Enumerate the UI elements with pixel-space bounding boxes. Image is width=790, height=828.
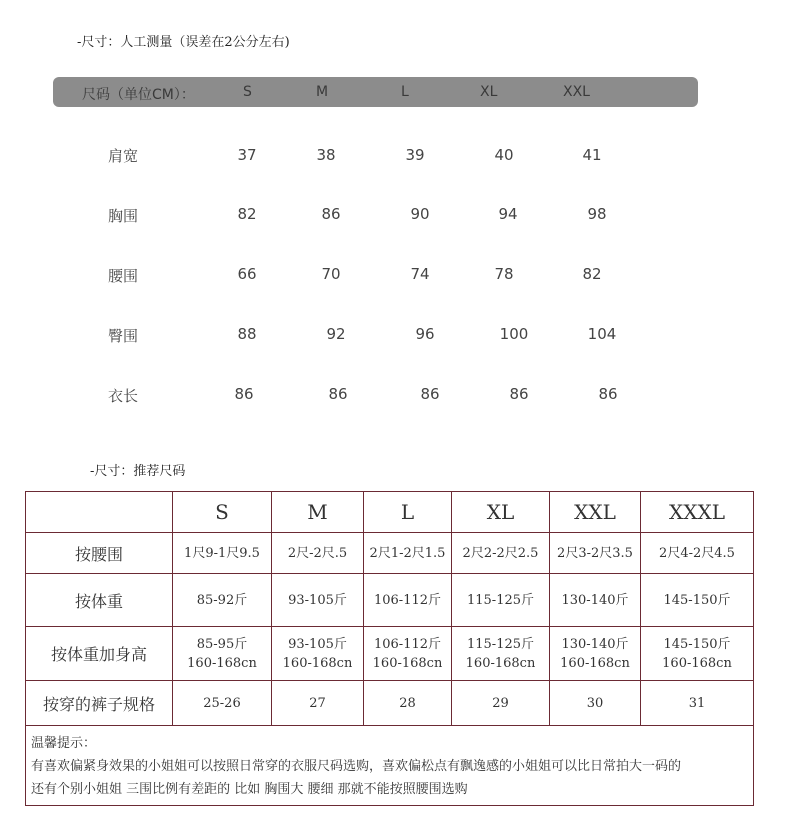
cell-waist-xl: 78	[494, 265, 514, 283]
col-size-xxl: XXL	[550, 492, 641, 533]
size-header-s: S	[243, 84, 252, 100]
col-size-l: L	[364, 492, 452, 533]
height-range: 160-168cn	[560, 655, 630, 671]
row-label-waist: 腰围	[108, 267, 139, 285]
row-label-by-weight: 按体重	[26, 574, 173, 627]
table-row	[26, 681, 754, 726]
tips-line-1: 有喜欢偏紧身效果的小姐姐可以按照日常穿的衣服尺码选购，喜欢偏松点有飘逸感的小姐姐可以比日常拍大一码的	[31, 759, 682, 774]
table-cell: 2尺3-2尺3.5	[550, 533, 641, 574]
recommend-note: -尺寸：推荐尺码	[90, 464, 186, 479]
table-cell	[641, 627, 754, 681]
height-range: 160-168cn	[372, 655, 443, 671]
weight-range: 145-150斤	[663, 636, 731, 652]
cell-hip-xl: 100	[499, 325, 529, 343]
size-header-l: L	[401, 84, 409, 100]
height-range: 160-168cn	[282, 655, 353, 671]
tips-title: 温馨提示：	[31, 736, 97, 751]
table-row	[26, 627, 754, 681]
table-cell: 27	[272, 681, 364, 726]
size-header-label: 尺码（单位CM）：	[82, 87, 195, 103]
cell-shoulder-m: 38	[316, 146, 336, 164]
table-cell	[173, 627, 272, 681]
table-cell: 2尺4-2尺4.5	[641, 533, 754, 574]
row-label-bust: 胸围	[108, 207, 139, 225]
table-cell: 1尺9-1尺9.5	[173, 533, 272, 574]
table-cell: 30	[550, 681, 641, 726]
table-cell: 115-125斤	[452, 574, 550, 627]
cell-waist-xxl: 82	[582, 265, 602, 283]
height-range: 160-168cn	[187, 655, 257, 671]
table-header-row	[26, 492, 754, 533]
table-cell: 2尺2-2尺2.5	[452, 533, 550, 574]
cell-bust-s: 82	[237, 205, 257, 223]
row-label-by-waist: 按腰围	[26, 533, 173, 574]
cell-shoulder-s: 37	[237, 146, 257, 164]
table-row	[26, 574, 754, 627]
table-cell	[272, 627, 364, 681]
col-size-m: M	[272, 492, 364, 533]
weight-range: 85-95斤	[196, 636, 248, 652]
height-range: 160-168cn	[465, 655, 536, 671]
cell-length-xl: 86	[509, 385, 529, 403]
table-cell	[364, 627, 452, 681]
cell-shoulder-l: 39	[405, 146, 425, 164]
row-label-hip: 臀围	[108, 327, 139, 345]
table-cell: 130-140斤	[550, 574, 641, 627]
table-cell: 2尺-2尺.5	[272, 533, 364, 574]
row-label-length: 衣长	[108, 387, 139, 405]
weight-range: 93-105斤	[288, 636, 347, 652]
weight-range: 106-112斤	[373, 636, 442, 652]
cell-length-s: 86	[234, 385, 254, 403]
table-cell: 85-92斤	[173, 574, 272, 627]
table-cell: 145-150斤	[641, 574, 754, 627]
table-cell: 93-105斤	[272, 574, 364, 627]
measure-note: -尺寸：人工测量（误差在2公分左右)	[77, 35, 290, 50]
cell-waist-m: 70	[321, 265, 341, 283]
weight-range: 115-125斤	[466, 636, 535, 652]
cell-bust-xxl: 98	[587, 205, 607, 223]
height-range: 160-168cn	[662, 655, 732, 671]
tips-cell	[26, 726, 754, 806]
tips-row	[26, 726, 754, 806]
size-header-xl: XL	[480, 84, 498, 100]
cell-bust-xl: 94	[498, 205, 518, 223]
cell-shoulder-xl: 40	[494, 146, 514, 164]
cell-length-l: 86	[420, 385, 440, 403]
row-label-shoulder: 肩宽	[108, 147, 139, 165]
cell-length-m: 86	[328, 385, 348, 403]
table-cell: 25-26	[173, 681, 272, 726]
cell-bust-l: 90	[410, 205, 430, 223]
table-cell: 28	[364, 681, 452, 726]
table-cell: 29	[452, 681, 550, 726]
cell-waist-s: 66	[237, 265, 257, 283]
cell-hip-l: 96	[415, 325, 435, 343]
row-label-by-pants: 按穿的裤子规格	[26, 681, 173, 726]
row-label-by-weight-height: 按体重加身高	[26, 627, 173, 681]
weight-range: 130-140斤	[561, 636, 629, 652]
size-header-m: M	[316, 84, 329, 100]
cell-hip-m: 92	[326, 325, 346, 343]
cell-bust-m: 86	[321, 205, 341, 223]
table-cell	[452, 627, 550, 681]
table-cell: 31	[641, 681, 754, 726]
col-size-s: S	[173, 492, 272, 533]
cell-hip-s: 88	[237, 325, 257, 343]
size-header-xxl: XXL	[563, 84, 590, 100]
cell-hip-xxl: 104	[587, 325, 617, 343]
table-cell: 2尺1-2尺1.5	[364, 533, 452, 574]
table-row	[26, 533, 754, 574]
table-cell	[550, 627, 641, 681]
col-size-xl: XL	[452, 492, 550, 533]
table-cell: 106-112斤	[364, 574, 452, 627]
cell-waist-l: 74	[410, 265, 430, 283]
col-size-xxxl: XXXL	[641, 492, 754, 533]
cell-shoulder-xxl: 41	[582, 146, 602, 164]
corner-cell	[26, 492, 173, 533]
recommend-table	[25, 491, 754, 806]
tips-line-2: 还有个别小姐姐 三围比例有差距的 比如 胸围大 腰细 那就不能按照腰围选购	[31, 782, 468, 797]
cell-length-xxl: 86	[598, 385, 618, 403]
